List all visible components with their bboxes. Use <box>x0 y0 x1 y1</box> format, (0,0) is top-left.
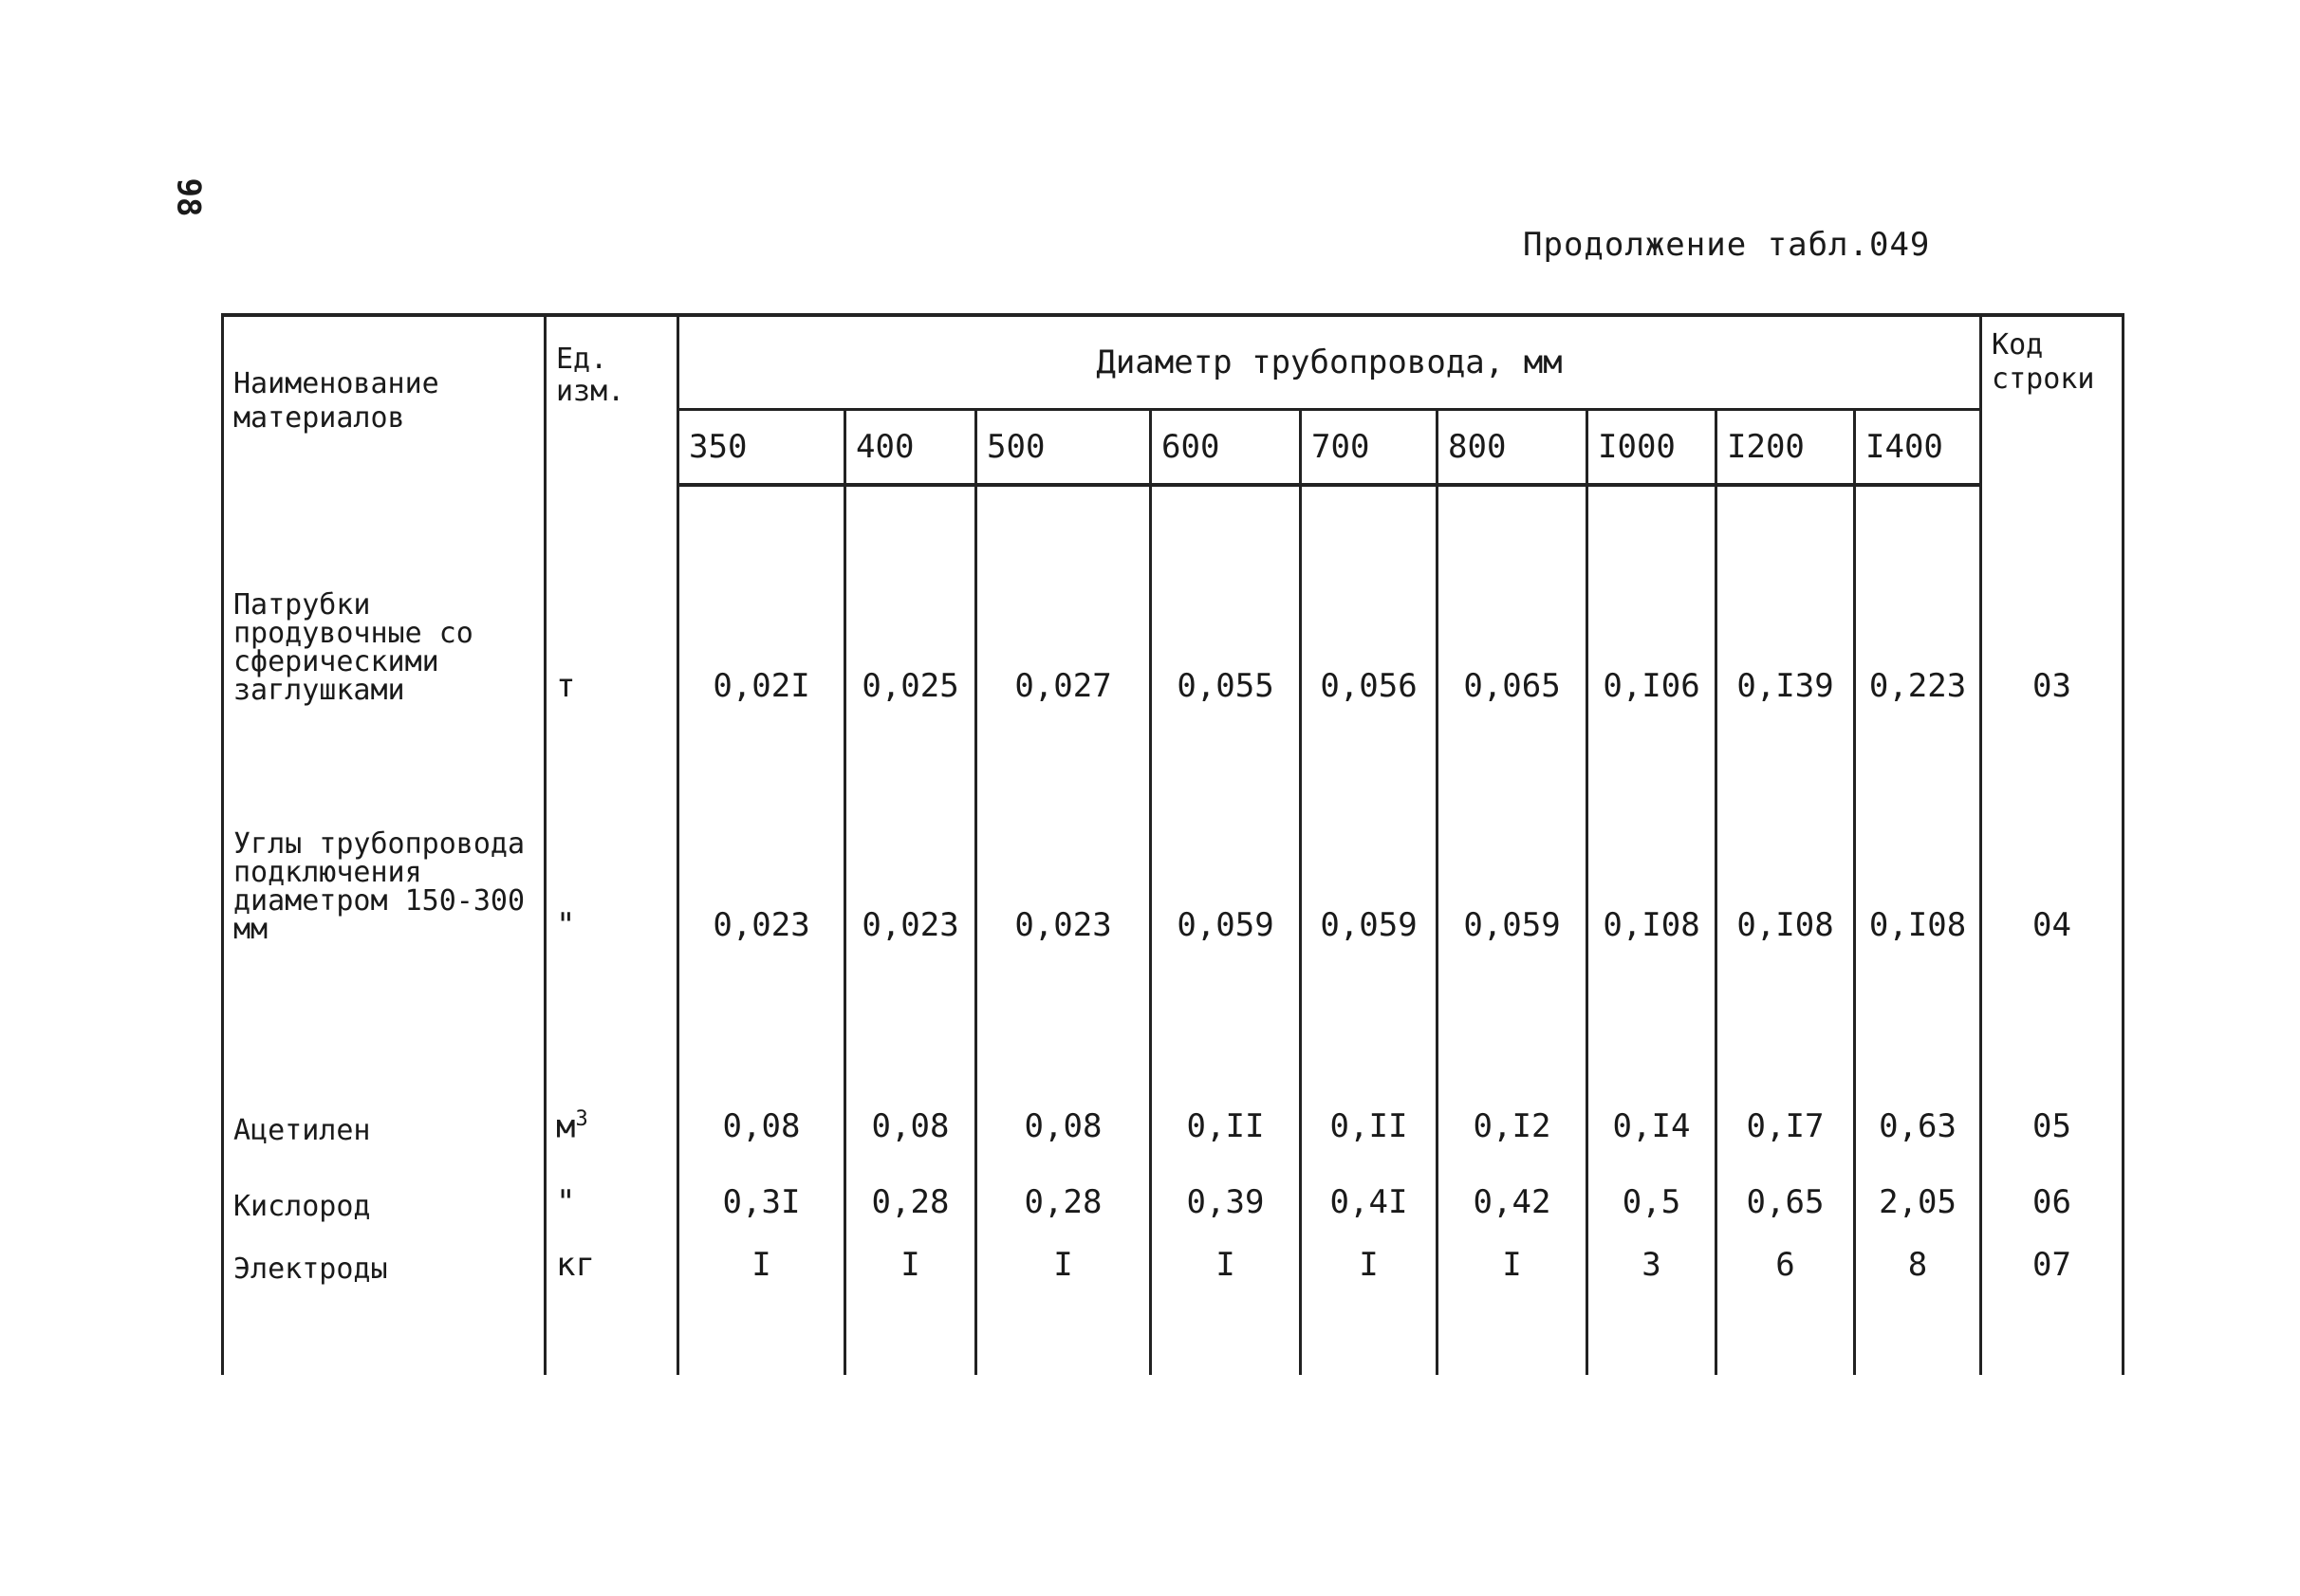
blank-cell <box>1855 1284 1981 1375</box>
table-row-blank <box>223 1284 2124 1375</box>
value-cell: 0,I08 <box>1716 726 1855 965</box>
value-cell: 0,059 <box>1301 726 1438 965</box>
value-cell: 0,I08 <box>1587 726 1716 965</box>
diameter-header: I200 <box>1716 410 1855 486</box>
row-code: 06 <box>1981 1159 2124 1221</box>
diameter-header: 350 <box>678 410 845 486</box>
diameter-header: I000 <box>1587 410 1716 486</box>
value-cell: 0,63 <box>1855 965 1981 1159</box>
value-cell: 0,027 <box>976 485 1151 726</box>
table-caption: Продолжение табл.049 <box>1523 226 1931 264</box>
value-cell: 0,023 <box>976 726 1151 965</box>
value-cell: 0,023 <box>845 726 976 965</box>
header-name: Наименование материалов <box>223 315 546 485</box>
value-cell: I <box>976 1221 1151 1284</box>
value-cell: 0,28 <box>976 1159 1151 1221</box>
value-cell: 0,I7 <box>1716 965 1855 1159</box>
value-cell: 0,08 <box>845 965 976 1159</box>
value-cell: 0,42 <box>1438 1159 1587 1221</box>
materials-table <box>221 313 2124 1375</box>
value-cell: 0,059 <box>1438 726 1587 965</box>
material-name: Кислород <box>223 1159 546 1221</box>
material-name: Патрубки продувочные со сферическими заглушками <box>223 485 546 726</box>
diameter-header: 400 <box>845 410 976 486</box>
blank-cell <box>1438 1284 1587 1375</box>
blank-cell <box>1151 1284 1301 1375</box>
material-unit: " <box>546 726 678 965</box>
material-name: Ацетилен <box>223 965 546 1159</box>
value-cell: 0,023 <box>678 726 845 965</box>
material-unit <box>546 965 678 1159</box>
blank-cell <box>546 1284 678 1375</box>
row-code: 04 <box>1981 726 2124 965</box>
material-name: Углы трубопровода подключения диаметром 150-300 мм <box>223 726 546 965</box>
value-cell: 8 <box>1855 1221 1981 1284</box>
header-diameter-group: Диаметр трубопровода, мм <box>678 315 1981 410</box>
value-cell: I <box>678 1221 845 1284</box>
value-cell: 0,I06 <box>1587 485 1716 726</box>
value-cell: 0,02I <box>678 485 845 726</box>
header-unit: Ед. изм. <box>546 315 678 485</box>
table-row <box>223 726 2124 965</box>
value-cell: 0,08 <box>976 965 1151 1159</box>
blank-cell <box>1301 1284 1438 1375</box>
value-cell: 0,4I <box>1301 1159 1438 1221</box>
diameter-header: 800 <box>1438 410 1587 486</box>
value-cell: 0,5 <box>1587 1159 1716 1221</box>
row-code: 03 <box>1981 485 2124 726</box>
blank-cell <box>1716 1284 1855 1375</box>
diameter-header: 500 <box>976 410 1151 486</box>
value-cell: 0,65 <box>1716 1159 1855 1221</box>
value-cell: I <box>845 1221 976 1284</box>
blank-cell <box>845 1284 976 1375</box>
value-cell: I <box>1438 1221 1587 1284</box>
value-cell: 0,059 <box>1151 726 1301 965</box>
value-cell: 0,056 <box>1301 485 1438 726</box>
diameter-header: 700 <box>1301 410 1438 486</box>
value-cell: 0,025 <box>845 485 976 726</box>
value-cell: 6 <box>1716 1221 1855 1284</box>
value-cell: 0,065 <box>1438 485 1587 726</box>
table-row <box>223 1159 2124 1221</box>
row-code: 05 <box>1981 965 2124 1159</box>
row-code: 07 <box>1981 1221 2124 1284</box>
diameter-header: I400 <box>1855 410 1981 486</box>
material-unit: кг <box>546 1221 678 1284</box>
header-code: Код строки <box>1981 315 2124 485</box>
diameter-header: 600 <box>1151 410 1301 486</box>
value-cell: 0,223 <box>1855 485 1981 726</box>
value-cell: 0,I2 <box>1438 965 1587 1159</box>
material-unit: " <box>546 1159 678 1221</box>
table-row <box>223 485 2124 726</box>
blank-cell <box>976 1284 1151 1375</box>
value-cell: 0,I08 <box>1855 726 1981 965</box>
table-row <box>223 1221 2124 1284</box>
table-row <box>223 965 2124 1159</box>
unit-base: м <box>556 1107 576 1145</box>
value-cell: I <box>1301 1221 1438 1284</box>
value-cell: I <box>1151 1221 1301 1284</box>
value-cell: 0,39 <box>1151 1159 1301 1221</box>
blank-cell <box>678 1284 845 1375</box>
unit-exponent: 3 <box>575 1106 588 1131</box>
value-cell: 0,II <box>1151 965 1301 1159</box>
blank-cell <box>1981 1284 2124 1375</box>
blank-cell <box>1587 1284 1716 1375</box>
value-cell: 3 <box>1587 1221 1716 1284</box>
value-cell: 0,I4 <box>1587 965 1716 1159</box>
material-unit: т <box>546 485 678 726</box>
material-name: Электроды <box>223 1221 546 1284</box>
value-cell: 0,II <box>1301 965 1438 1159</box>
value-cell: 0,3I <box>678 1159 845 1221</box>
blank-cell <box>223 1284 546 1375</box>
value-cell: 0,I39 <box>1716 485 1855 726</box>
value-cell: 0,08 <box>678 965 845 1159</box>
value-cell: 2,05 <box>1855 1159 1981 1221</box>
value-cell: 0,055 <box>1151 485 1301 726</box>
page-number: 98 <box>169 177 208 217</box>
value-cell: 0,28 <box>845 1159 976 1221</box>
